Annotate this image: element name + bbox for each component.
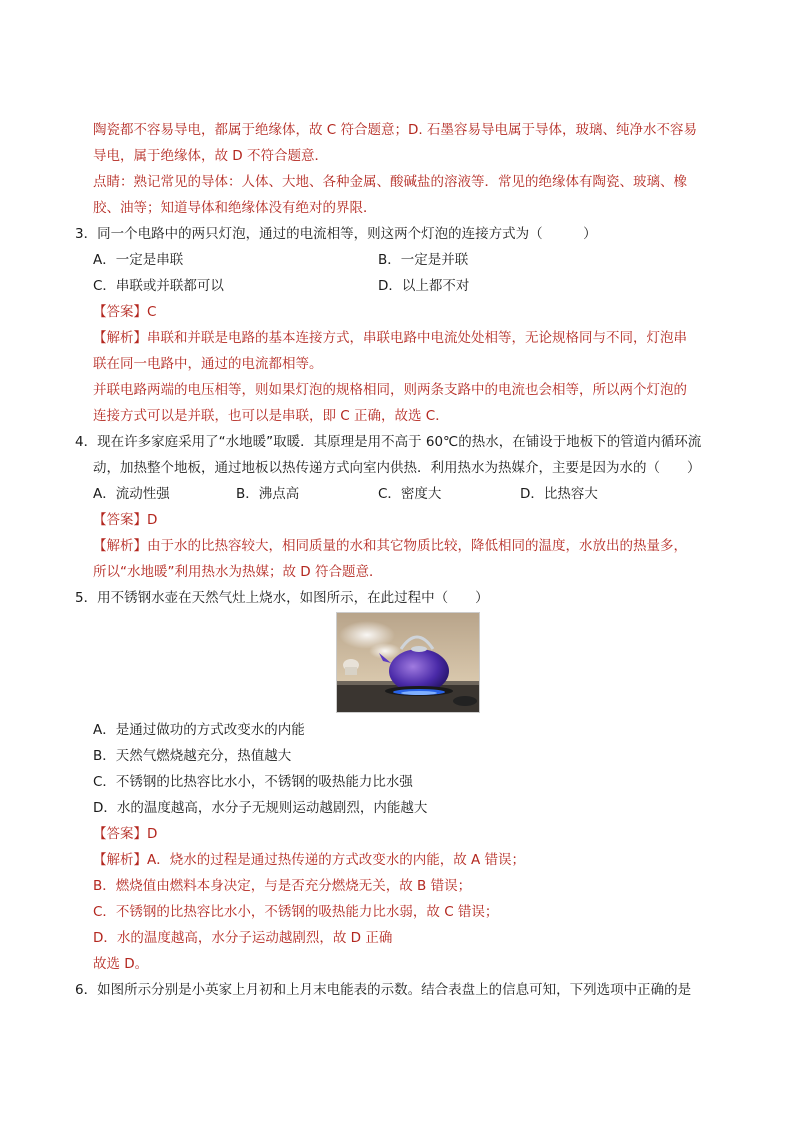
- analysis-tag: 【解析】: [93, 852, 147, 868]
- q5-option-d: D．水的温度越高，水分子无规则运动越剧烈，内能越大: [93, 800, 428, 816]
- q4-stem2: 动，加热整个地板，通过地板以热传递方式向室内供热．利用热水为热媒介，主要是因为水的（ ）: [93, 460, 701, 476]
- q3-option-c: C．串联或并联都可以: [93, 278, 224, 294]
- q5-analysis3: C．不锈钢的比热容比水小，不锈钢的吸热能力比水弱，故 C 错误；: [93, 904, 499, 920]
- q4-answer: [93, 510, 157, 530]
- q3-analysis3: 并联电路两端的电压相等，则如果灯泡的规格相同，则两条支路中的电流也会相等，所以两个灯泡的: [93, 382, 687, 398]
- q5-option-c: C．不锈钢的比热容比水小，不锈钢的吸热能力比水强: [93, 774, 413, 790]
- q3-option-a: A．一定是串联: [93, 252, 184, 268]
- q5-analysis2: B．燃烧值由燃料本身决定，与是否充分燃烧无关，故 B 错误；: [93, 878, 472, 894]
- q5-option-a: A．是通过做功的方式改变水的内能: [93, 722, 305, 738]
- q3-answer: [93, 302, 156, 322]
- q5-stem: 5．用不锈钢水壶在天然气灶上烧水，如图所示，在此过程中（ ）: [75, 590, 489, 606]
- analysis-tag: 【解析】: [93, 330, 147, 346]
- q5-conclusion: 故选 D。: [93, 956, 149, 972]
- q3-analysis2: 联在同一电路中，通过的电流都相等。: [93, 356, 323, 372]
- q3-option-b: B．一定是并联: [378, 252, 469, 268]
- answer-value: C: [147, 304, 157, 320]
- q3-analysis4: 连接方式可以是并联，也可以是串联，即 C 正确，故选 C．: [93, 408, 449, 424]
- q4-analysis1: [93, 536, 687, 556]
- q3-option-d: D．以上都不对: [378, 278, 470, 294]
- answer-value: D: [147, 826, 158, 842]
- prev-analysis-line1: 陶瓷都不容易导电，都属于绝缘体，故 C 符合题意；D. 石墨容易导电属于导体，玻璃、纯净水不容易: [93, 122, 697, 138]
- kettle-illustration: [337, 613, 479, 712]
- q4-option-c: C．密度大: [378, 486, 442, 502]
- q4-option-a: A．流动性强: [93, 486, 170, 502]
- q5-answer: [93, 824, 157, 844]
- q5-analysis1: [93, 850, 525, 870]
- analysis-tag: 【解析】: [93, 538, 147, 554]
- q5-option-b: B．天然气燃烧越充分，热值越大: [93, 748, 292, 764]
- q3-stem: 3．同一个电路中的两只灯泡，通过的电流相等，则这两个灯泡的连接方式为（ ）: [75, 226, 597, 242]
- prev-analysis-line2: 导电，属于绝缘体，故 D 不符合题意．: [93, 148, 328, 164]
- kettle-on-stove-image: [336, 612, 480, 713]
- answer-tag: 【答案】: [93, 512, 147, 528]
- analysis-text: 由于水的比热容较大，相同质量的水和其它物质比较，降低相同的温度，水放出的热量多，: [147, 538, 687, 554]
- q6-stem: 6．如图所示分别是小英家上月初和上月末电能表的示数。结合表盘上的信息可知，下列选项中正确的是: [75, 982, 692, 998]
- answer-tag: 【答案】: [93, 304, 147, 320]
- tip-line2: 胶、油等；知道导体和绝缘体没有绝对的界限．: [93, 200, 377, 216]
- q4-analysis2: 所以“水地暖”利用热水为热媒；故 D 符合题意．: [93, 564, 383, 580]
- q3-analysis1: [93, 328, 687, 348]
- analysis-text: 串联和并联是电路的基本连接方式，串联电路中电流处处相等，无论规格同与不同，灯泡串: [147, 330, 687, 346]
- answer-value: D: [147, 512, 158, 528]
- q4-stem1: 4．现在许多家庭采用了“水地暖”取暖．其原理是用不高于 60℃的热水，在铺设于地板下的管道内循环流: [75, 434, 702, 450]
- q4-option-d: D．比热容大: [520, 486, 598, 502]
- q4-option-b: B．沸点高: [236, 486, 300, 502]
- answer-tag: 【答案】: [93, 826, 147, 842]
- q5-analysis4: D．水的温度越高，水分子运动越剧烈，故 D 正确: [93, 930, 393, 946]
- analysis-text: A．烧水的过程是通过热传递的方式改变水的内能，故 A 错误；: [147, 852, 526, 868]
- tip-line1: 点睛：熟记常见的导体：人体、大地、各种金属、酸碱盐的溶液等．常见的绝缘体有陶瓷、玻璃、橡: [93, 174, 687, 190]
